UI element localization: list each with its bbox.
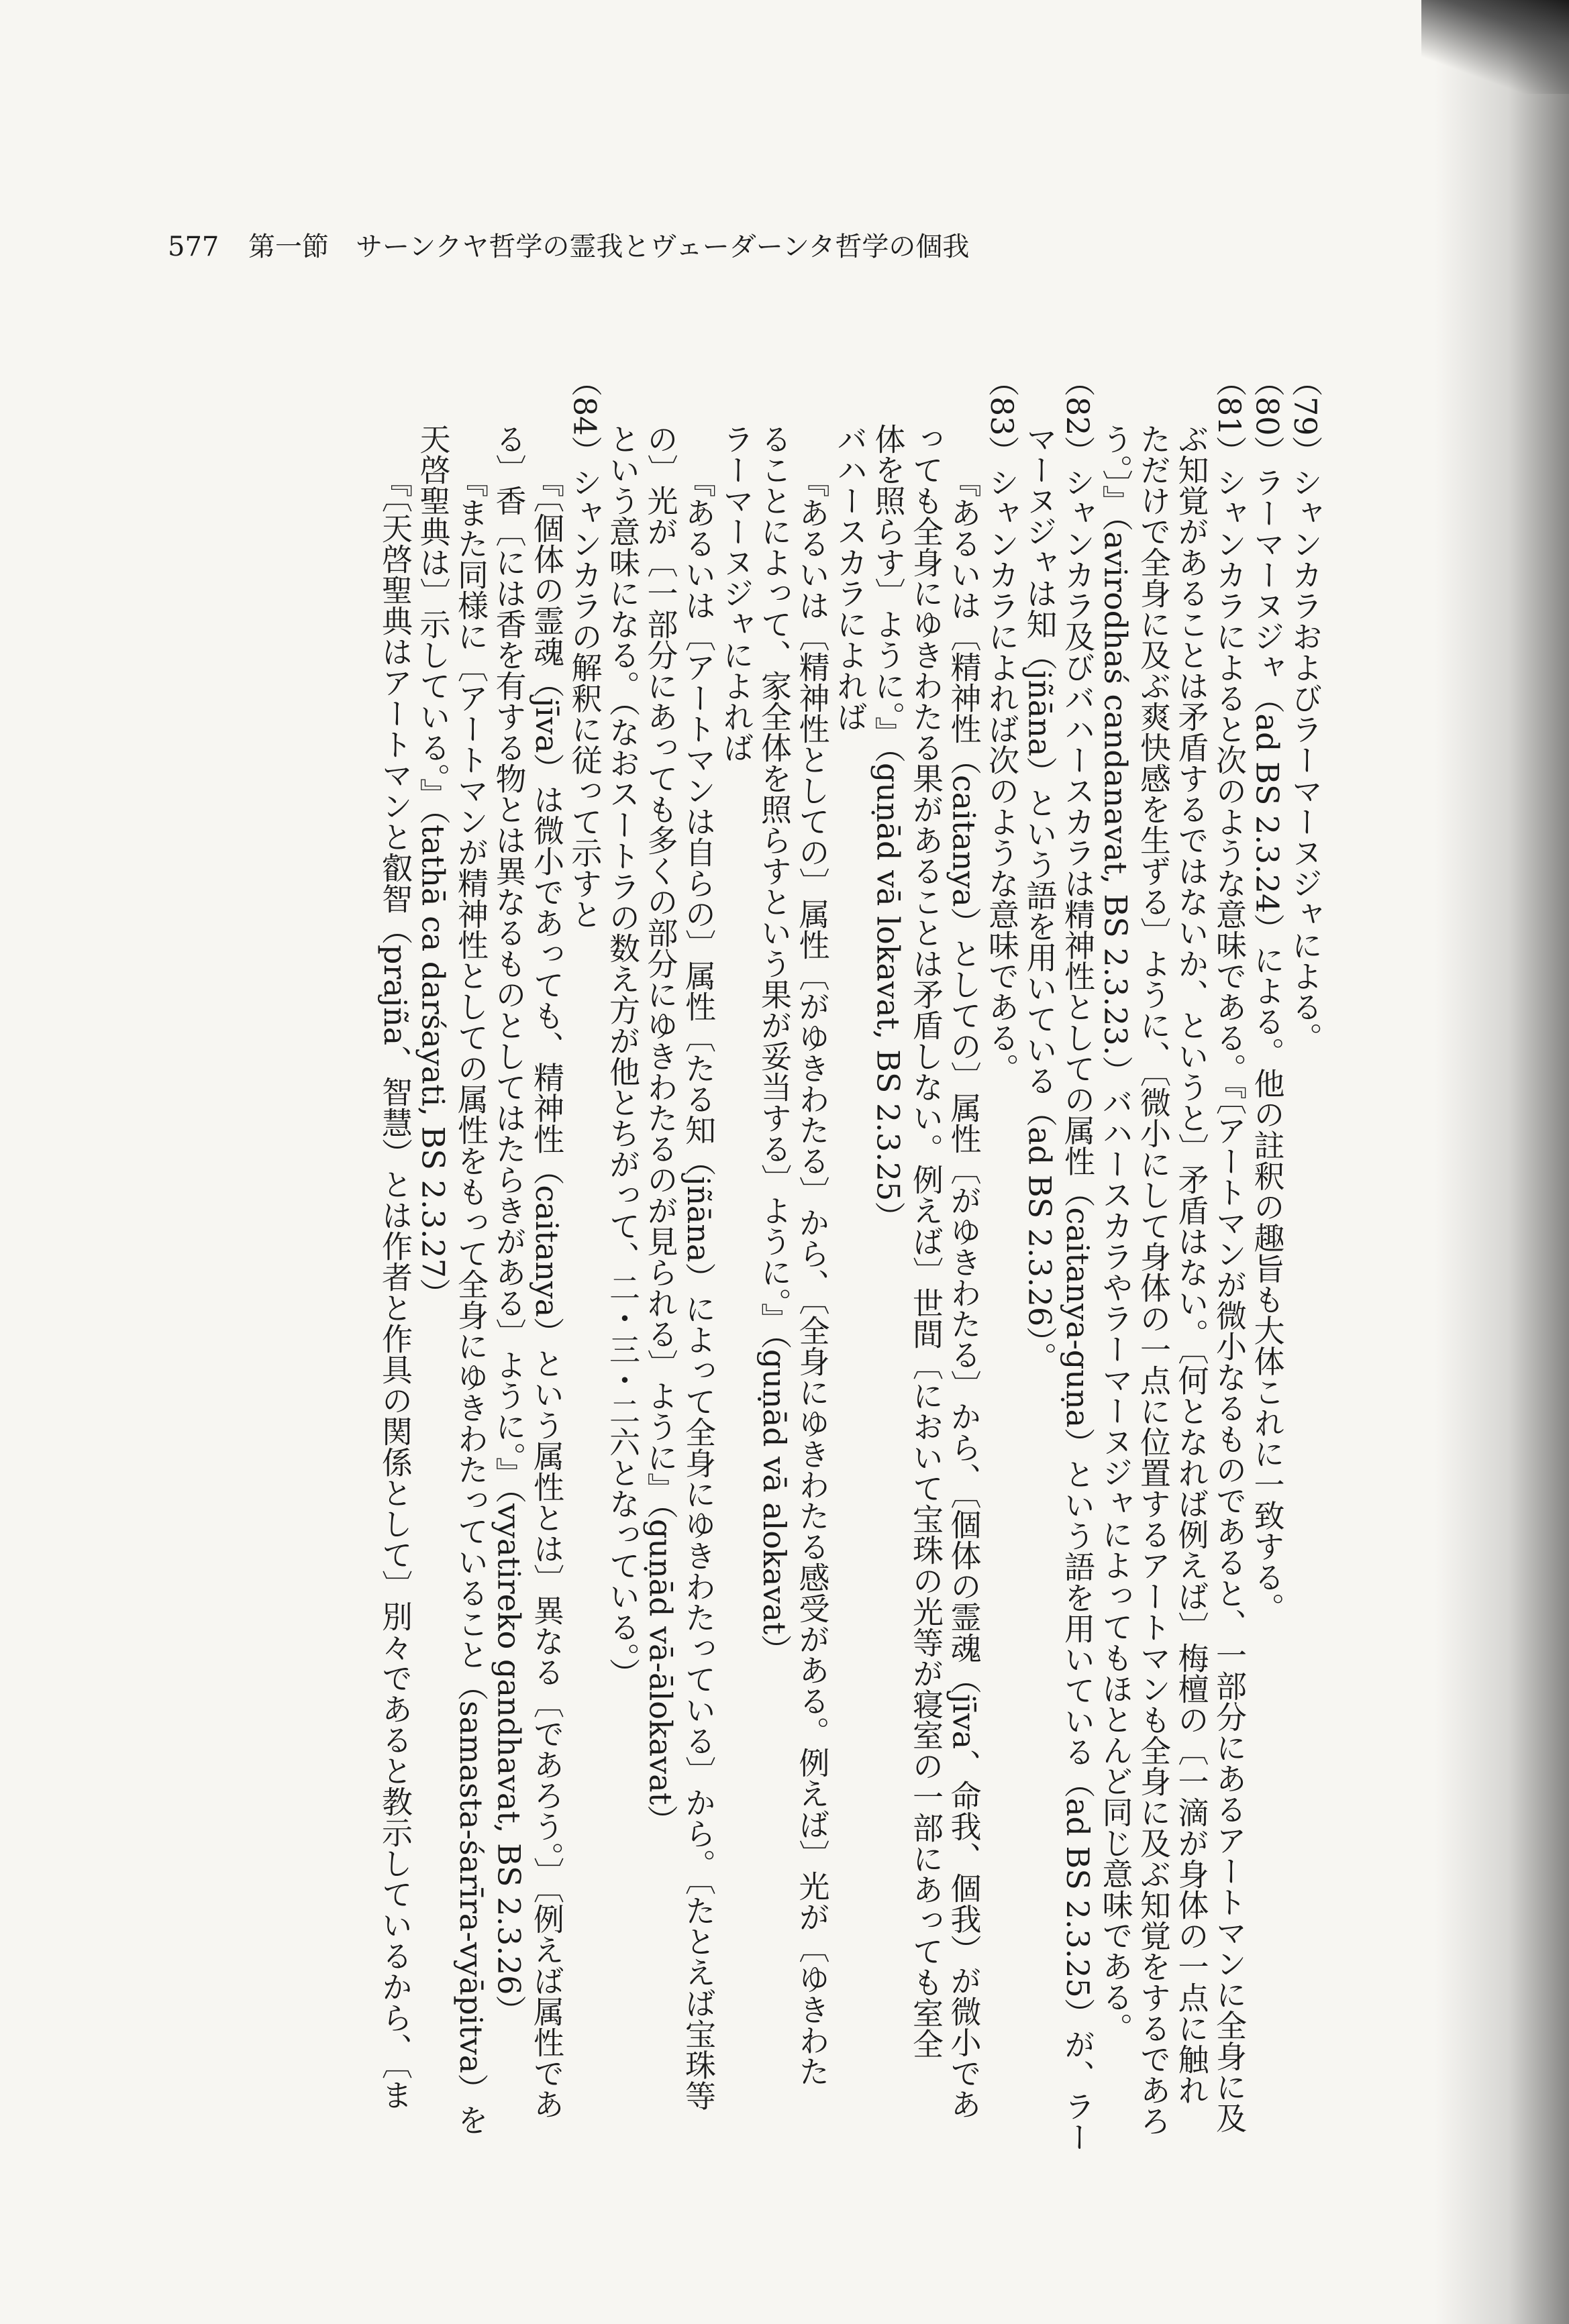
text-column: （79）シャンカラおよびラーマーヌジャによる。 [1287, 366, 1323, 1053]
text-column: （82）シャンカラ及びバハースカラは精神性としての属性（caitanya-guṇa）という語を用いている（ad BS 2.3.25）が、ラー [1060, 366, 1096, 2152]
text-column: の〕光が〔一部分にあっても多くの部分にゆきわたるのが見られる〕ように』（guṇād vā-ālokavat） [642, 423, 679, 1836]
section-title: 第一節 サーンクヤ哲学の霊我とヴェーダーンタ哲学の個我 [248, 231, 970, 262]
text-column: 『〔天啓聖典はアートマンと叡智（prajña、智慧）とは作者と作具の関係として〕別々であると教示しているから、〔ま [377, 466, 413, 2111]
text-column: （84）シャンカラの解釈に従って示すと [566, 366, 603, 930]
text-column: ただけで全身に及ぶ爽快感を生ずる〕ように、〔微小にして身体の一点に位置するアートマンも全身に及ぶ知覚をするであろ [1135, 423, 1172, 2136]
text-column: （83）シャンカラによれば次のような意味である。 [984, 366, 1020, 1084]
text-column: ラーマーヌジャによれば [718, 423, 755, 763]
scan-shadow-corner [1421, 0, 1569, 94]
text-column: ぶ知覚があることは矛盾するではないか、というと〕矛盾はない。〔何となれば例えば〕梅檀の〔一滴が身体の一点に触れ [1173, 423, 1210, 2105]
text-column: 『また同様に〔アートマンが精神性としての属性をもって全身にゆきわたっていること（samasta-śarīra-vyāpitva）を [453, 466, 489, 2135]
text-column: ることによって、家全体を照らすという果が妥当する〕ように。』（guṇād vā alokavat） [756, 423, 793, 1666]
text-column: 天啓聖典は〕示している。』（tathā ca darśayati, BS 2.3.27） [415, 423, 452, 1309]
text-column: 『あるいは〔アートマンは自らの〕属性〔たる知（jñāna）によって全身にゆきわたっている〕から。〔たとえば宝珠等 [680, 466, 717, 2111]
text-column: 体を照らす〕ように。』（guṇād vā lokavat, BS 2.3.25） [870, 423, 907, 1232]
page-number: 577 [168, 231, 219, 262]
text-column: （80）ラーマーヌジャ（ad BS 2.3.24）による。他の註釈の趣旨も大体これに一致する。 [1249, 366, 1286, 1624]
running-header [168, 227, 1309, 267]
vertical-text-body [376, 366, 1329, 2177]
text-column: マーヌジャは知（jñāna）という語を用いている（ad BS 2.3.26）。 [1021, 423, 1058, 1373]
text-column: 『あるいは〔精神性（caitanya）としての〕属性〔がゆきわたる〕から、〔個体の霊魂（jīva、命我、個我）が微小であ [946, 466, 982, 2120]
text-column: 『〔個体の霊魂（jīva）は微小であっても、精神性（caitanya）という属性とは〕異なる〔であろう。〕〔例えば属性であ [529, 466, 565, 2120]
text-column: 『あるいは〔精神性としての〕属性〔がゆきわたる〕から、〔全身にゆきわたる感受がある。例えば〕光が〔ゆきわた [794, 466, 831, 2087]
text-column: っても全身にゆきわたる果があることは矛盾しない。例えば〕世間〔において宝珠の光等が寝室の一部にあっても室全 [908, 423, 944, 2059]
text-column: る〕香〔には香を有する物とは異なるものとしてはたらきがある〕ように。』（vyatireko gandhavat, BS 2.3.26） [491, 423, 527, 2026]
text-column: う。〕』（avirodhaś candanavat, BS 2.3.23.）バハースカラやラーマーヌジャによってもほとんど同じ意味である。 [1097, 423, 1134, 2044]
text-column: （81）シャンカラによると次のような意味である。『〔アートマンが微小なるものであると、一部分にあるアートマンに全身に及 [1211, 366, 1248, 2133]
text-column: という意味になる。（なおスートラの数え方が他とちがって、二・三・二六となっている。） [605, 423, 641, 1689]
scan-shadow-edge [1435, 0, 1569, 2324]
text-column: バハースカラによれば [832, 423, 868, 732]
